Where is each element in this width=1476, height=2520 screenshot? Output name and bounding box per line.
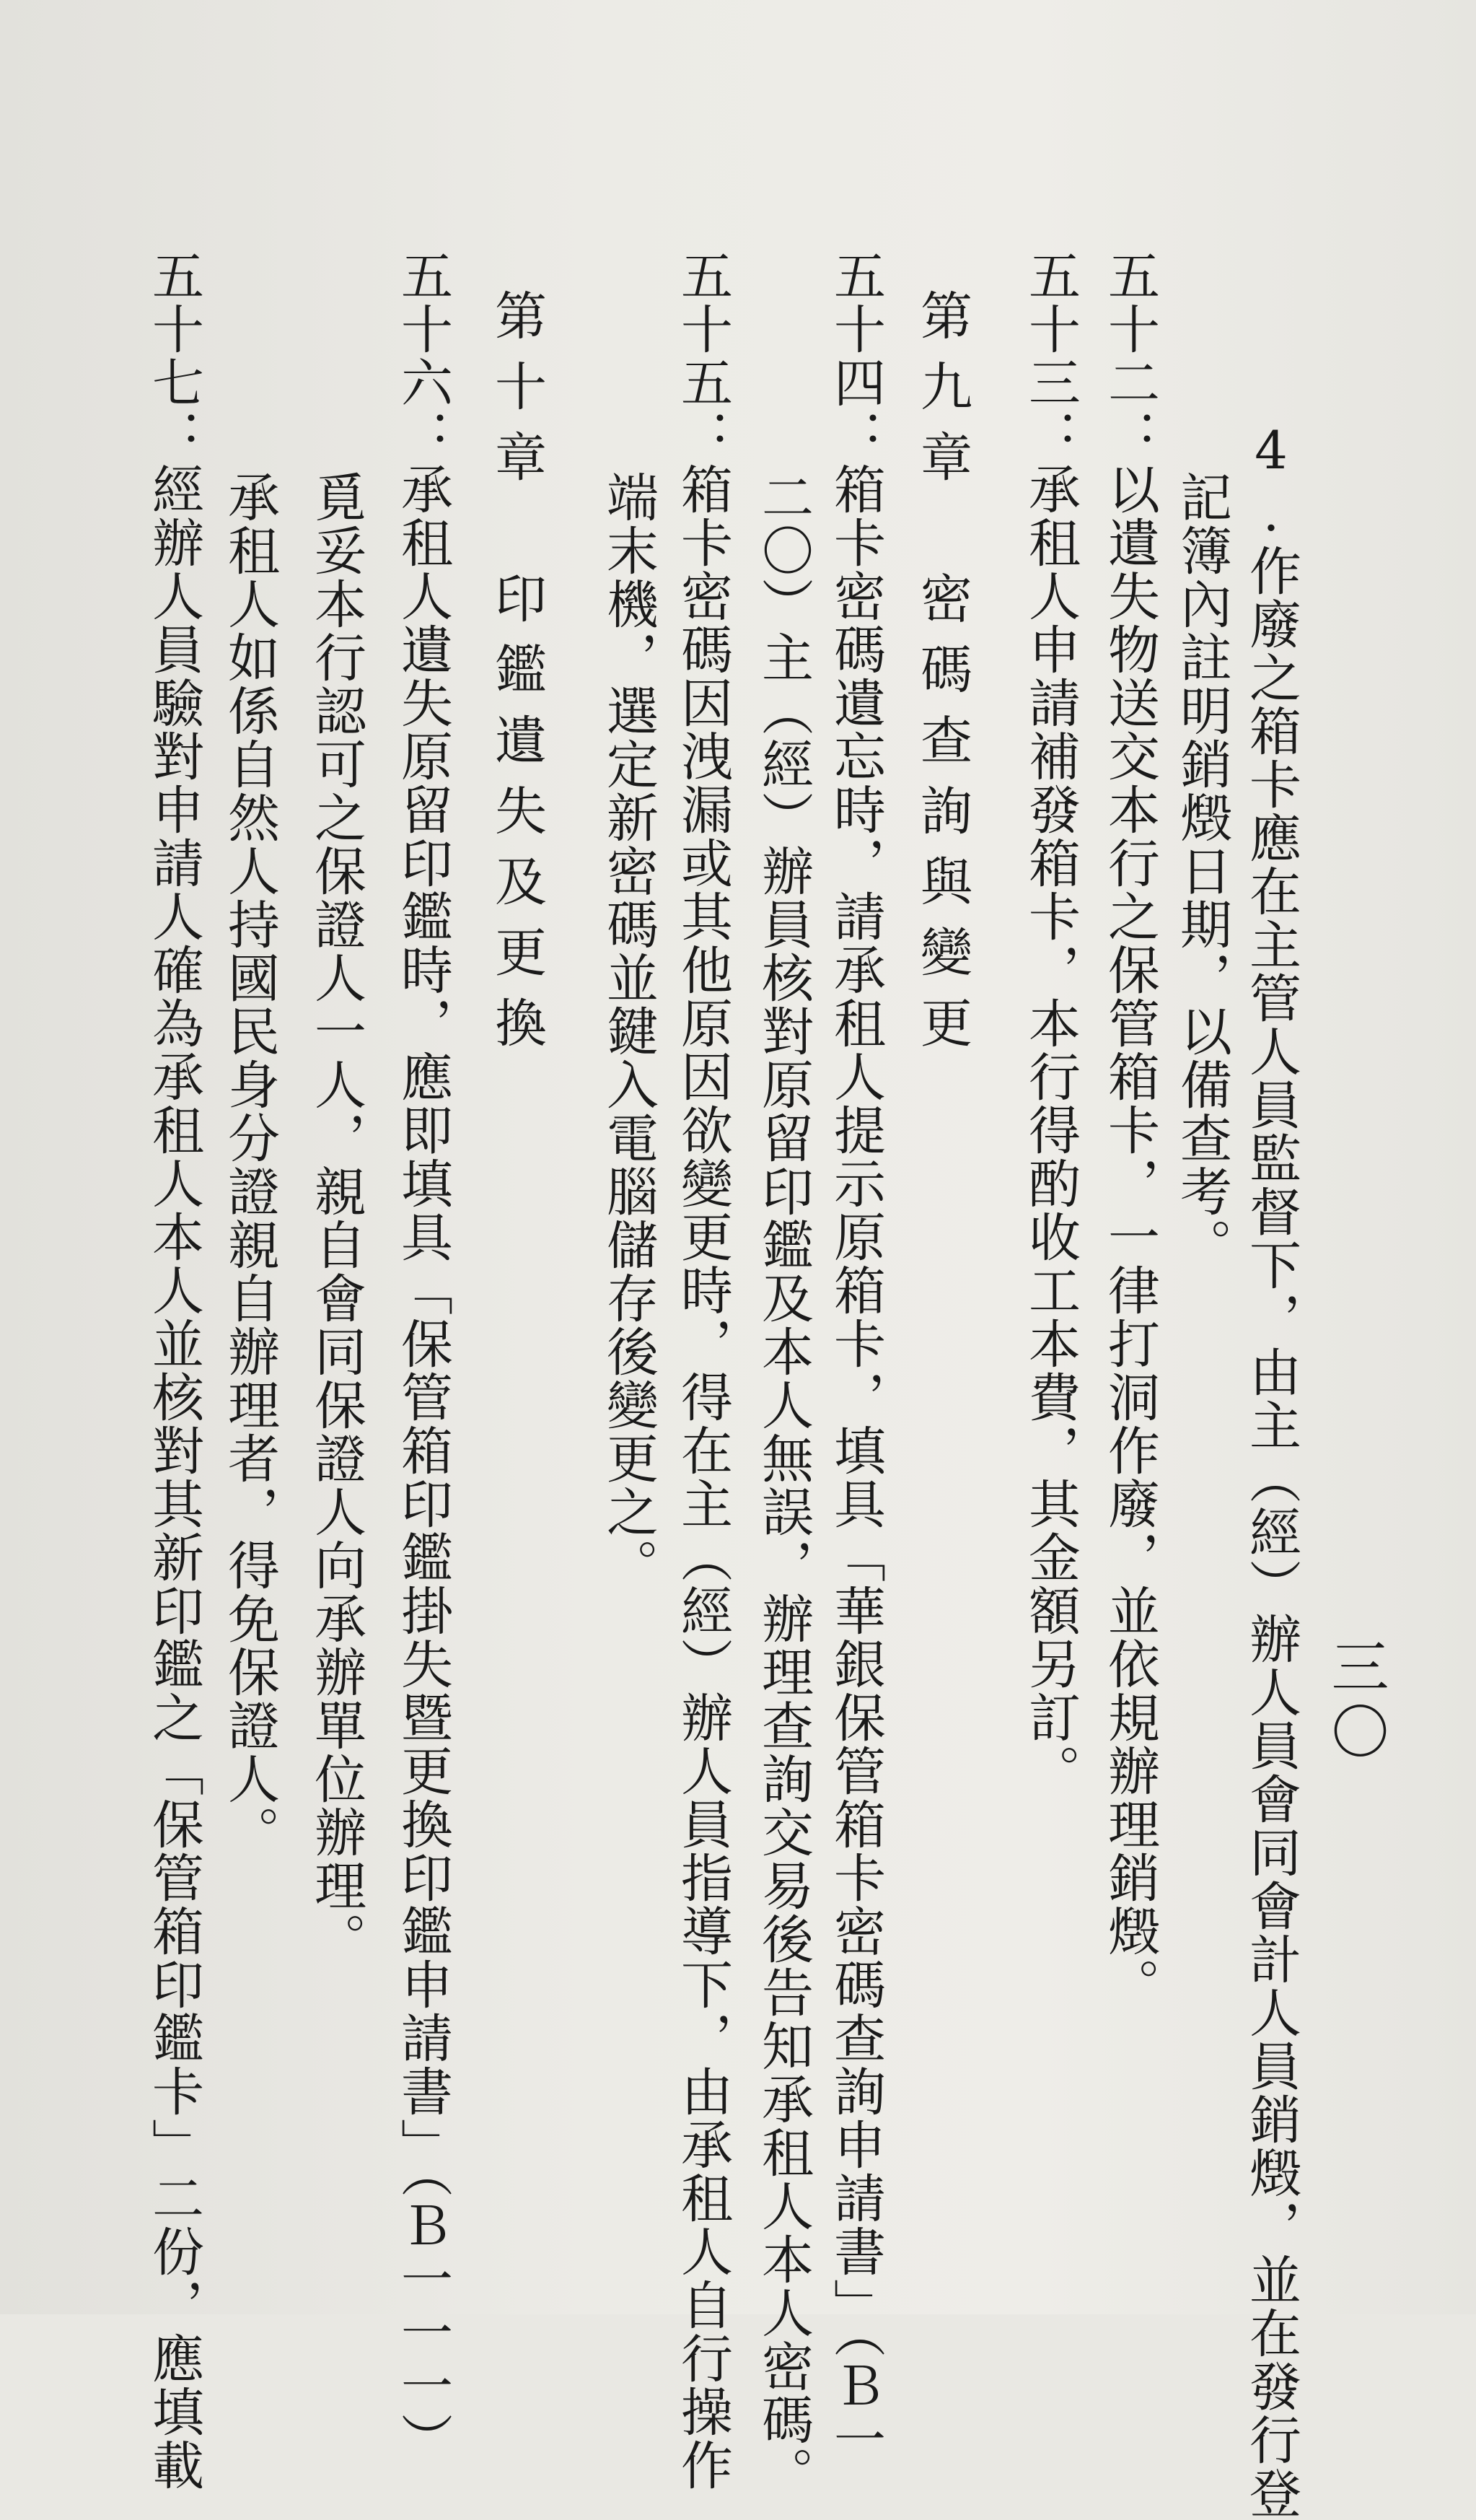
article-56-note: 承租人如係自然人持國民身分證親自辦理者，得免保證人。 bbox=[219, 471, 280, 1859]
article-57: 五十七：經辦人員驗對申請人確為承租人本人並核對其新印鑑之「保管箱印鑑卡」二份，應填載 bbox=[144, 249, 204, 2492]
article-52: 五十二：以遺失物送交本行之保管箱卡，一律打洞作廢，並依規辦理銷燬。 bbox=[1099, 249, 1160, 2011]
article-56: 五十六：承租人遺失原留印鑑時，應即填具「保管箱印鑑掛失暨更換印鑑申請書」（Ｂ一一一） bbox=[392, 249, 453, 2466]
text-column-2: 記簿內註明銷燬日期，以備查考。 bbox=[1172, 471, 1232, 1272]
article-55-continued: 端末機，選定新密碼並鍵入電腦儲存後變更之。 bbox=[598, 471, 659, 1592]
article-55: 五十五：箱卡密碼因洩漏或其他原因欲變更時，得在主（經）辦人員指導下，由承租人自行操作 bbox=[672, 249, 733, 2492]
article-53: 五十三：承租人申請補發箱卡，本行得酌收工本費，其金額另訂。 bbox=[1020, 249, 1081, 1798]
article-56-continued: 覓妥本行認可之保證人一人，親自會同保證人向承辦單位辦理。 bbox=[306, 471, 366, 1966]
chapter-9-heading: 第九章 密碼查詢與變更 bbox=[912, 289, 972, 1067]
text-column-1: 4.作廢之箱卡應在主管人員監督下，由主（經）辦人員會同會計人員銷燬，並在發行登 bbox=[1241, 420, 1301, 2520]
article-54: 五十四：箱卡密碼遺忘時，請承租人提示原箱卡，填具「華銀保管箱卡密碼查詢申請書」（Ｂ一 bbox=[825, 249, 886, 2466]
page-number: 三〇 bbox=[1322, 1637, 1389, 1767]
article-54-continued: 二〇）主（經）辦員核對原留印鑑及本人無誤，辦理查詢交易後告知承租人本人密碼。 bbox=[753, 471, 814, 2500]
chapter-10-heading: 第十章 印鑑遺失及更換 bbox=[486, 289, 547, 1067]
